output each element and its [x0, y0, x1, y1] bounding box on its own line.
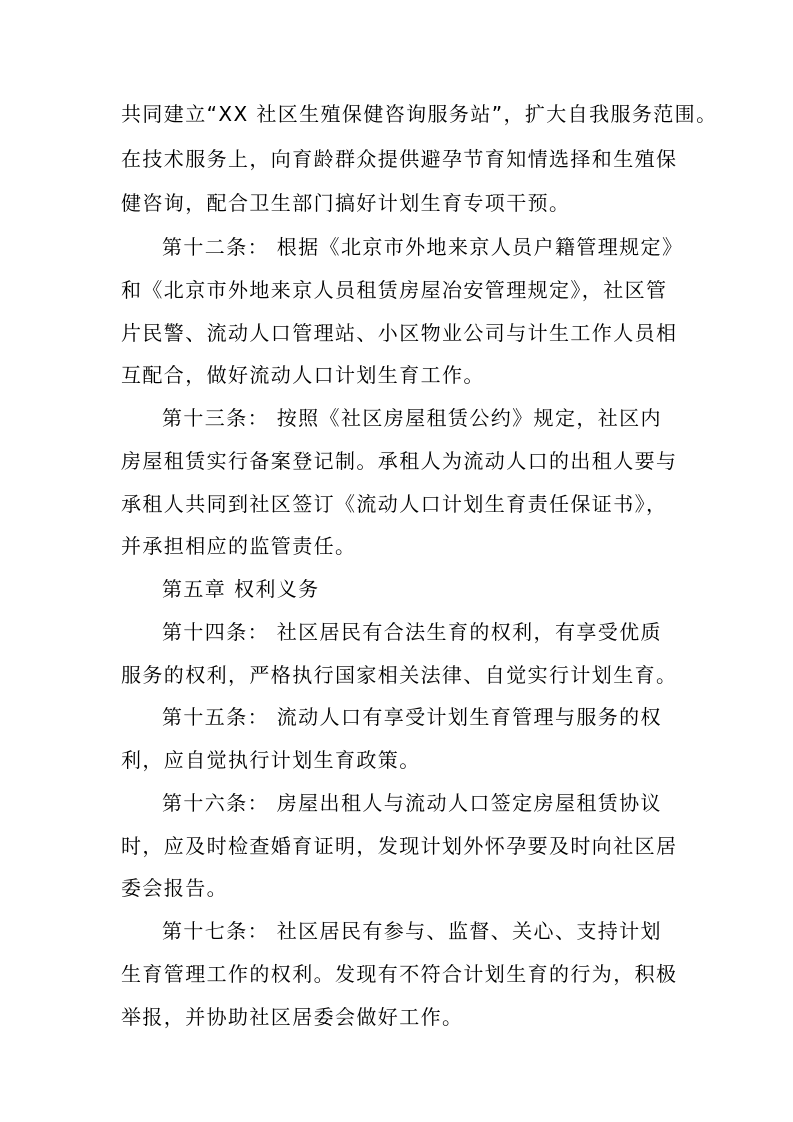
- text-line: 在技术服务上，向育龄群众提供避孕节育知情选择和生殖保: [121, 147, 678, 171]
- text-line: 委会报告。: [121, 876, 228, 900]
- text-line: 房屋租赁实行备案登记制。承租人为流动人口的出租人要与: [121, 449, 678, 473]
- article-14-heading: 第十四条： 社区居民有合法生育的权利，有享受优质: [162, 620, 662, 644]
- article-15-heading: 第十五条： 流动人口有享受计划生育管理与服务的权: [162, 705, 662, 729]
- text-line: 并承担相应的监管责任。: [121, 534, 357, 558]
- text-line: 和《北京市外地来京人员租赁房屋冶安管理规定》，社区管: [121, 278, 668, 302]
- article-12-heading: 第十二条： 根据《北京市外地来京人员户籍管理规定》: [162, 235, 684, 259]
- text-line: 承租人共同到社区签订《流动人口计划生育责任保证书》，: [121, 492, 668, 516]
- article-17-heading: 第十七条： 社区居民有参与、监督、关心、支持计划: [162, 919, 662, 943]
- text-line: 举报，并协助社区居委会做好工作。: [121, 1005, 464, 1029]
- text-line: 片民警、流动人口管理站、小区物业公司与计生工作人员相: [121, 321, 678, 345]
- chapter-heading: 第五章 权利义务: [162, 577, 320, 601]
- text-line: 利，应自觉执行计划生育政策。: [121, 748, 421, 772]
- text-line: 时，应及时检查婚育证明，发现计划外怀孕要及时向社区居: [121, 834, 678, 858]
- text-line: 共同建立“XX 社区生殖保健咨询服务站”，扩大自我服务范围。: [121, 102, 718, 126]
- text-line: 健咨询，配合卫生部门搞好计划生育专项干预。: [121, 191, 571, 215]
- text-line: 生育管理工作的权利。发现有不符合计划生育的行为，积极: [121, 962, 678, 986]
- text-line: 服务的权利，严格执行国家相关法律、自觉实行计划生育。: [121, 663, 678, 687]
- article-13-heading: 第十三条： 按照《社区房屋租赁公约》规定，社区内: [162, 406, 662, 430]
- article-16-heading: 第十六条： 房屋出租人与流动人口签定房屋租赁协议: [162, 791, 662, 815]
- text-line: 互配合，做好流动人口计划生育工作。: [121, 363, 485, 387]
